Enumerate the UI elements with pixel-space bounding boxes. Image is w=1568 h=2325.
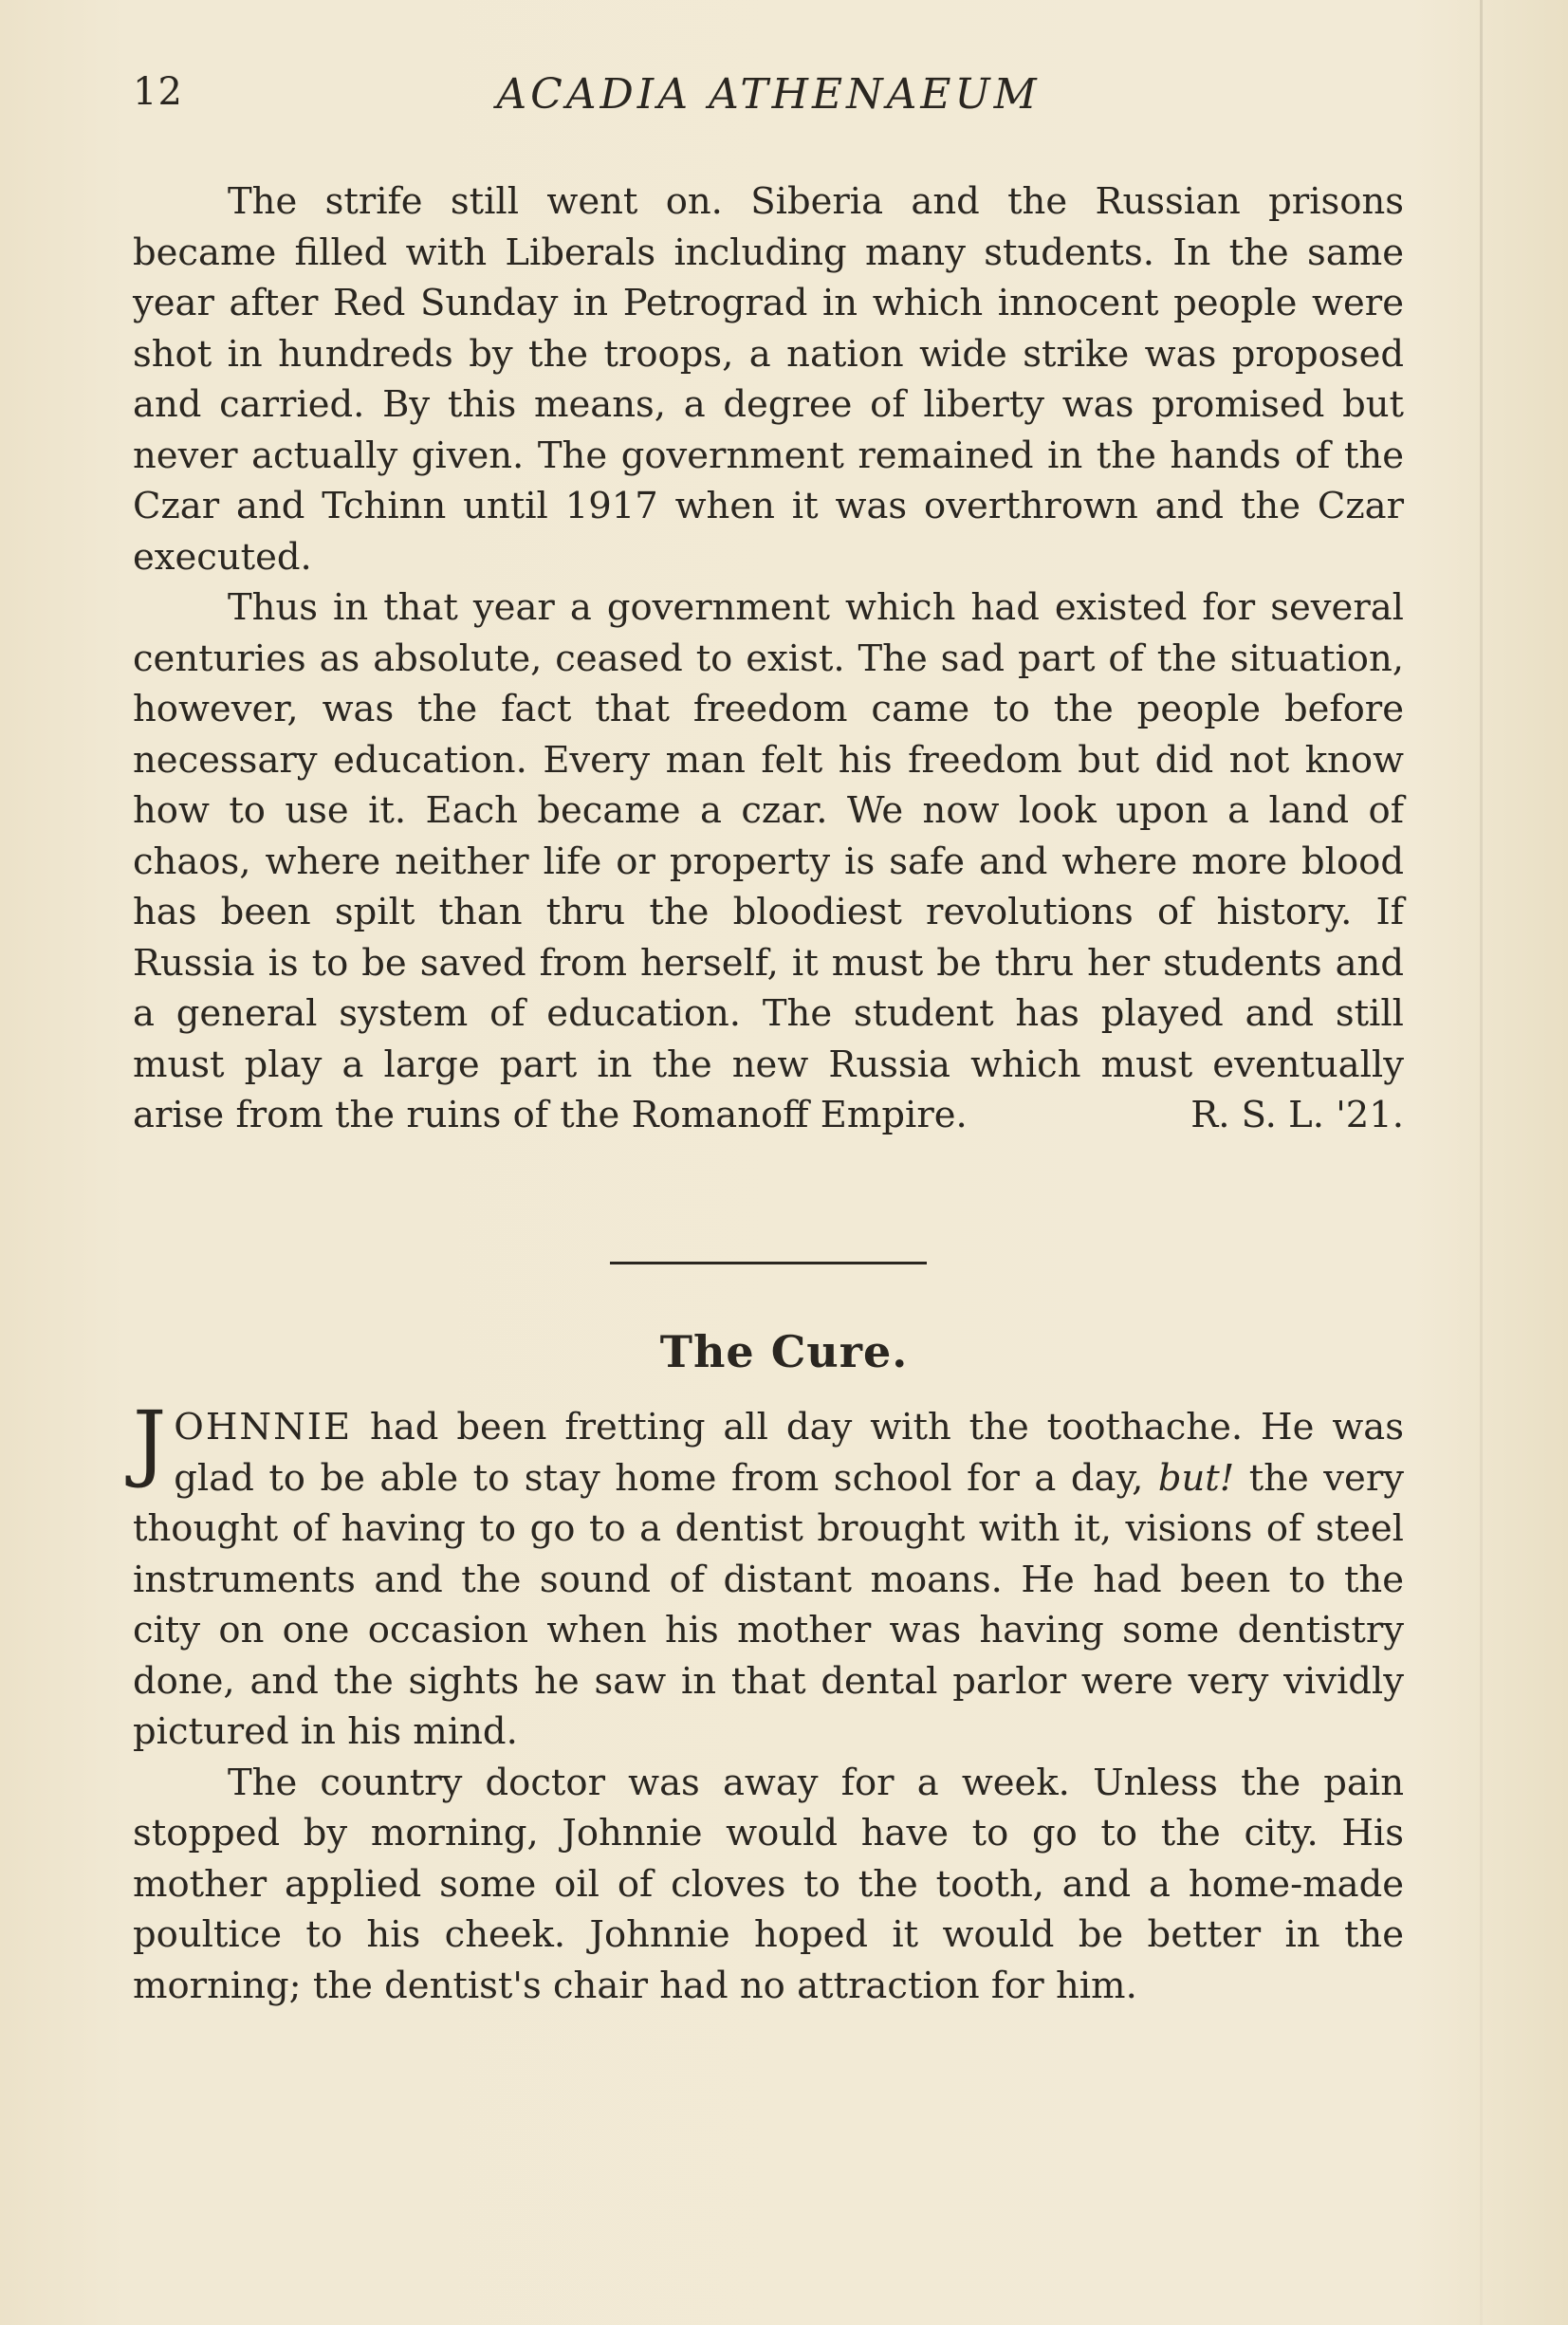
- author-signature: R. S. L. '21.: [1190, 1094, 1404, 1136]
- paragraph-text: Thus in that year a government which had existed for several centuries as absolute, ceased to exist. The sad part of the situation, however, was the fact that freedom came to the people before necessary education. Every man felt his freedom but did not know how to use it. Each became a czar. We now look upon a land of chaos, where neither life or property is safe and where more blood has been spilt than thru the bloodiest revolutions of history. If Russia is to be saved from herself, it must be thru her students and a general system of education. The student has played and still must play a large part in the new Russia which must eventually arise from the ruins of the Romanoff Empire.: [133, 586, 1404, 1136]
- section-divider: [610, 1262, 927, 1264]
- page-header: [133, 70, 1404, 127]
- page-number: 12: [133, 70, 183, 114]
- paragraph-text: the very thought of having to go to a dentist brought with it, visions of steel instruments and the sound of distant moans. He had been to the city on one occasion when his mother was having some dentistry done, and the sights he saw in that dental parlor were very vividly pictured in his mind.: [133, 1456, 1404, 1753]
- paragraph: The strife still went on. Siberia and the Russian prisons became filled with Liberals including many students. In the same year after Red Sunday in Petrograd in which innocent people were shot in hundreds by the troops, a nation wide strike was proposed and carried. By this means, a degree of liberty was promised but never actually given. The government remained in the hands of the Czar and Tchinn until 1917 when it was overthrown and the Czar executed.: [133, 180, 1404, 579]
- first-word: OHNNIE: [174, 1406, 353, 1449]
- paragraph-text: had been fretting all day with the toothache. He was glad to be able to stay home from school for a day,: [174, 1406, 1404, 1500]
- article-title: The Cure.: [659, 1326, 909, 1377]
- paragraph: [133, 1393, 1404, 1758]
- italic-text: but!: [1157, 1456, 1235, 1500]
- article-russia-continued: [133, 176, 1404, 1141]
- paragraph: [133, 582, 1404, 1141]
- article-the-cure: [133, 1393, 1404, 2011]
- page-edge-shadow: [1480, 0, 1483, 2325]
- paragraph: The country doctor was away for a week. Unless the pain stopped by morning, Johnnie would have to go to the city. His mother applied some oil of cloves to the tooth, and a home-made poultice to his cheek. Johnnie hoped it would be better in the morning; the dentist's chair had no attraction for him.: [133, 1761, 1404, 2007]
- running-head: ACADIA ATHENAEUM: [496, 70, 1041, 119]
- drop-cap: J: [133, 1393, 167, 1490]
